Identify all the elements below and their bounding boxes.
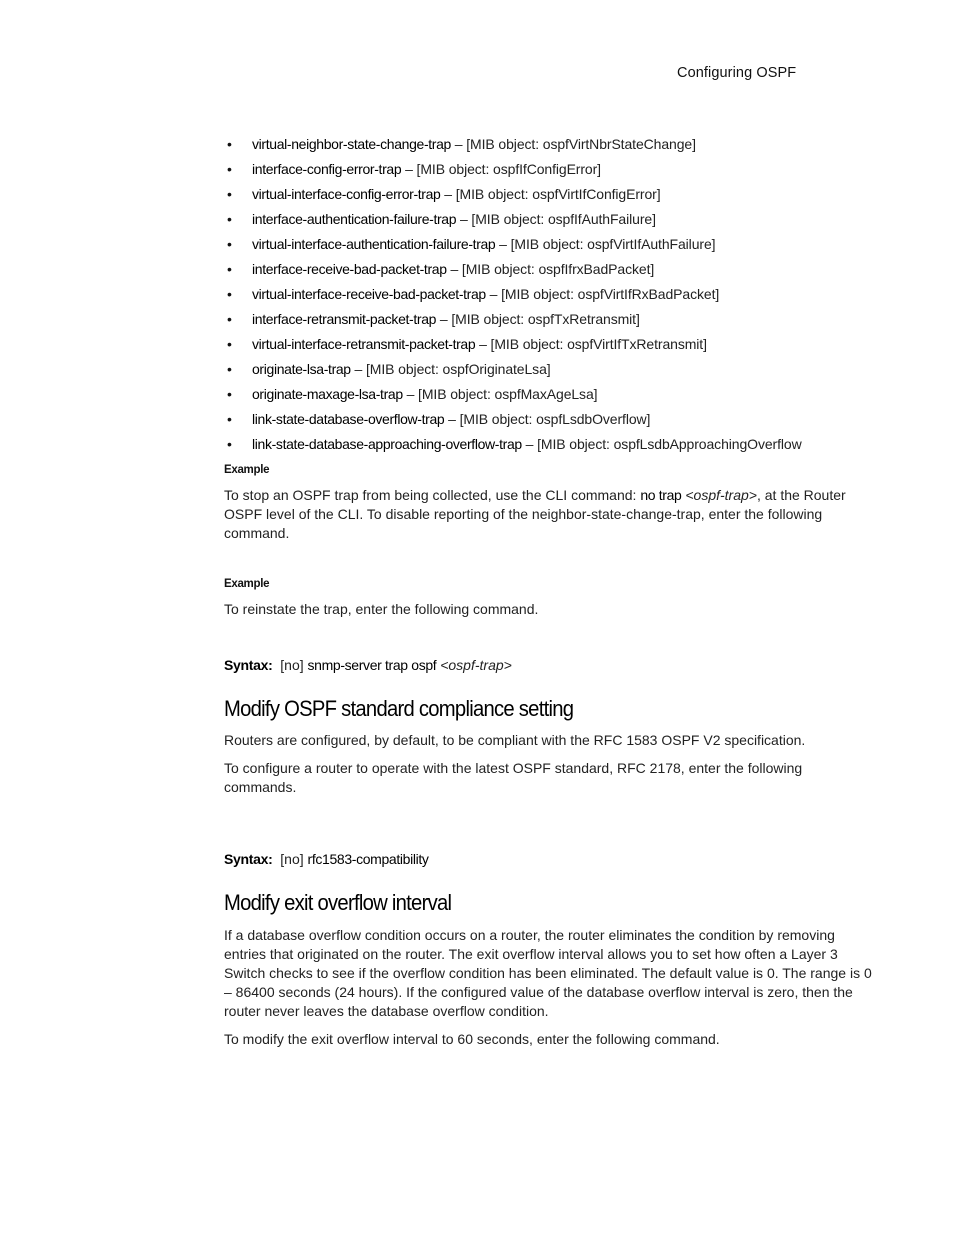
example-label: Example bbox=[224, 578, 270, 590]
trap-command: link-state-database-overflow-trap bbox=[252, 411, 445, 427]
list-item bbox=[224, 407, 874, 432]
syntax-argument: <ospf-trap> bbox=[436, 657, 512, 673]
paragraph: To configure a router to operate with the latest OSPF standard, RFC 2178, enter the following commands. bbox=[224, 760, 803, 795]
paragraph: Routers are configured, by default, to be compliant with the RFC 1583 OSPF V2 specification. bbox=[224, 732, 806, 748]
list-item bbox=[224, 207, 874, 232]
bullet-icon: • bbox=[227, 236, 232, 252]
trap-command: originate-maxage-lsa-trap bbox=[252, 386, 403, 402]
trap-mib-object: – [MIB object: ospfOriginateLsa] bbox=[350, 361, 551, 377]
trap-command: originate-lsa-trap bbox=[252, 361, 351, 377]
trap-mib-object: – [MIB object: ospfTxRetransmit] bbox=[436, 311, 640, 327]
list-item bbox=[224, 157, 874, 182]
bullet-icon: • bbox=[227, 136, 232, 152]
trap-command: virtual-interface-config-error-trap bbox=[252, 186, 441, 202]
syntax-command: rfc1583-compatibility bbox=[307, 851, 429, 867]
list-item bbox=[224, 432, 874, 457]
bullet-icon: • bbox=[227, 361, 232, 377]
bullet-icon: • bbox=[227, 161, 232, 177]
syntax-line: Syntax: [no] snmp-server trap ospf <ospf-trap> bbox=[224, 657, 512, 673]
paragraph: To modify the exit overflow interval to 60 seconds, enter the following command. bbox=[224, 1031, 720, 1047]
trap-command: virtual-interface-receive-bad-packet-trap bbox=[252, 286, 486, 302]
bullet-icon: • bbox=[227, 261, 232, 277]
trap-command: virtual-interface-authentication-failure-trap bbox=[252, 236, 496, 252]
bullet-icon: • bbox=[227, 211, 232, 227]
trap-mib-object: – [MIB object: ospfVirtIfRxBadPacket] bbox=[485, 286, 720, 302]
trap-mib-object: – [MIB object: ospfMaxAgeLsa] bbox=[402, 386, 598, 402]
trap-mib-object: – [MIB object: ospfLsdbOverflow] bbox=[444, 411, 651, 427]
trap-mib-object: – [MIB object: ospfVirtIfConfigError] bbox=[440, 186, 661, 202]
bullet-icon: • bbox=[227, 411, 232, 427]
trap-mib-object: – [MIB object: ospfIfConfigError] bbox=[401, 161, 601, 177]
trap-command: link-state-database-approaching-overflow-trap bbox=[252, 436, 522, 452]
trap-command: virtual-interface-retransmit-packet-trap bbox=[252, 336, 476, 352]
example-text: To stop an OSPF trap from being collected, use the CLI command: no trap <ospf-trap>, at the Router OSPF level of the CLI. To disable reporting of the neighbor-state-change-trap, enter the following command. bbox=[224, 487, 846, 541]
running-header: Configuring OSPF bbox=[677, 65, 797, 81]
bullet-icon: • bbox=[227, 186, 232, 202]
list-item bbox=[224, 382, 874, 407]
list-item bbox=[224, 282, 874, 307]
bullet-icon: • bbox=[227, 286, 232, 302]
example-label: Example bbox=[224, 464, 270, 476]
trap-command: interface-config-error-trap bbox=[252, 161, 402, 177]
trap-mib-object: – [MIB object: ospfVirtIfTxRetransmit] bbox=[475, 336, 707, 352]
inline-argument: <ospf-trap> bbox=[681, 487, 757, 503]
trap-command: virtual-neighbor-state-change-trap bbox=[252, 136, 451, 152]
bullet-icon: • bbox=[227, 436, 232, 452]
list-item bbox=[224, 307, 874, 332]
list-item bbox=[224, 332, 874, 357]
list-item bbox=[224, 257, 874, 282]
trap-list bbox=[224, 132, 874, 457]
section-heading: Modify exit overflow interval bbox=[224, 890, 452, 915]
trap-command: interface-receive-bad-packet-trap bbox=[252, 261, 447, 277]
inline-command: no trap bbox=[640, 487, 682, 503]
syntax-command: snmp-server trap ospf bbox=[307, 657, 437, 673]
bullet-icon: • bbox=[227, 311, 232, 327]
list-item bbox=[224, 182, 874, 207]
syntax-label: Syntax: bbox=[224, 657, 273, 673]
trap-mib-object: – [MIB object: ospfLsdbApproachingOverflow bbox=[521, 436, 802, 452]
paragraph: If a database overflow condition occurs on a router, the router eliminates the condition by removing entries that originated on the router. The exit overflow interval allows you to set how often a Layer 3 Switch checks to see if the overflow condition has been eliminated. The default value is 0. The range is 0 – 86400 seconds (24 hours). If the configured value of the database overflow interval is zero, then the router never leaves the database overflow condition. bbox=[224, 927, 872, 1019]
trap-mib-object: – [MIB object: ospfVirtIfAuthFailure] bbox=[495, 236, 716, 252]
syntax-line: Syntax: [no] rfc1583-compatibility bbox=[224, 851, 429, 867]
trap-mib-object: – [MIB object: ospfVirtNbrStateChange] bbox=[451, 136, 696, 152]
trap-command: interface-retransmit-packet-trap bbox=[252, 311, 437, 327]
list-item bbox=[224, 132, 874, 157]
bullet-icon: • bbox=[227, 386, 232, 402]
list-item bbox=[224, 357, 874, 382]
bullet-icon: • bbox=[227, 336, 232, 352]
trap-mib-object: – [MIB object: ospfIfrxBadPacket] bbox=[446, 261, 655, 277]
example-text: To reinstate the trap, enter the following command. bbox=[224, 601, 539, 617]
trap-command: interface-authentication-failure-trap bbox=[252, 211, 457, 227]
syntax-label: Syntax: bbox=[224, 851, 273, 867]
list-item bbox=[224, 232, 874, 257]
trap-mib-object: – [MIB object: ospfIfAuthFailure] bbox=[456, 211, 656, 227]
page-content bbox=[224, 132, 874, 1049]
section-heading: Modify OSPF standard compliance setting bbox=[224, 696, 574, 721]
